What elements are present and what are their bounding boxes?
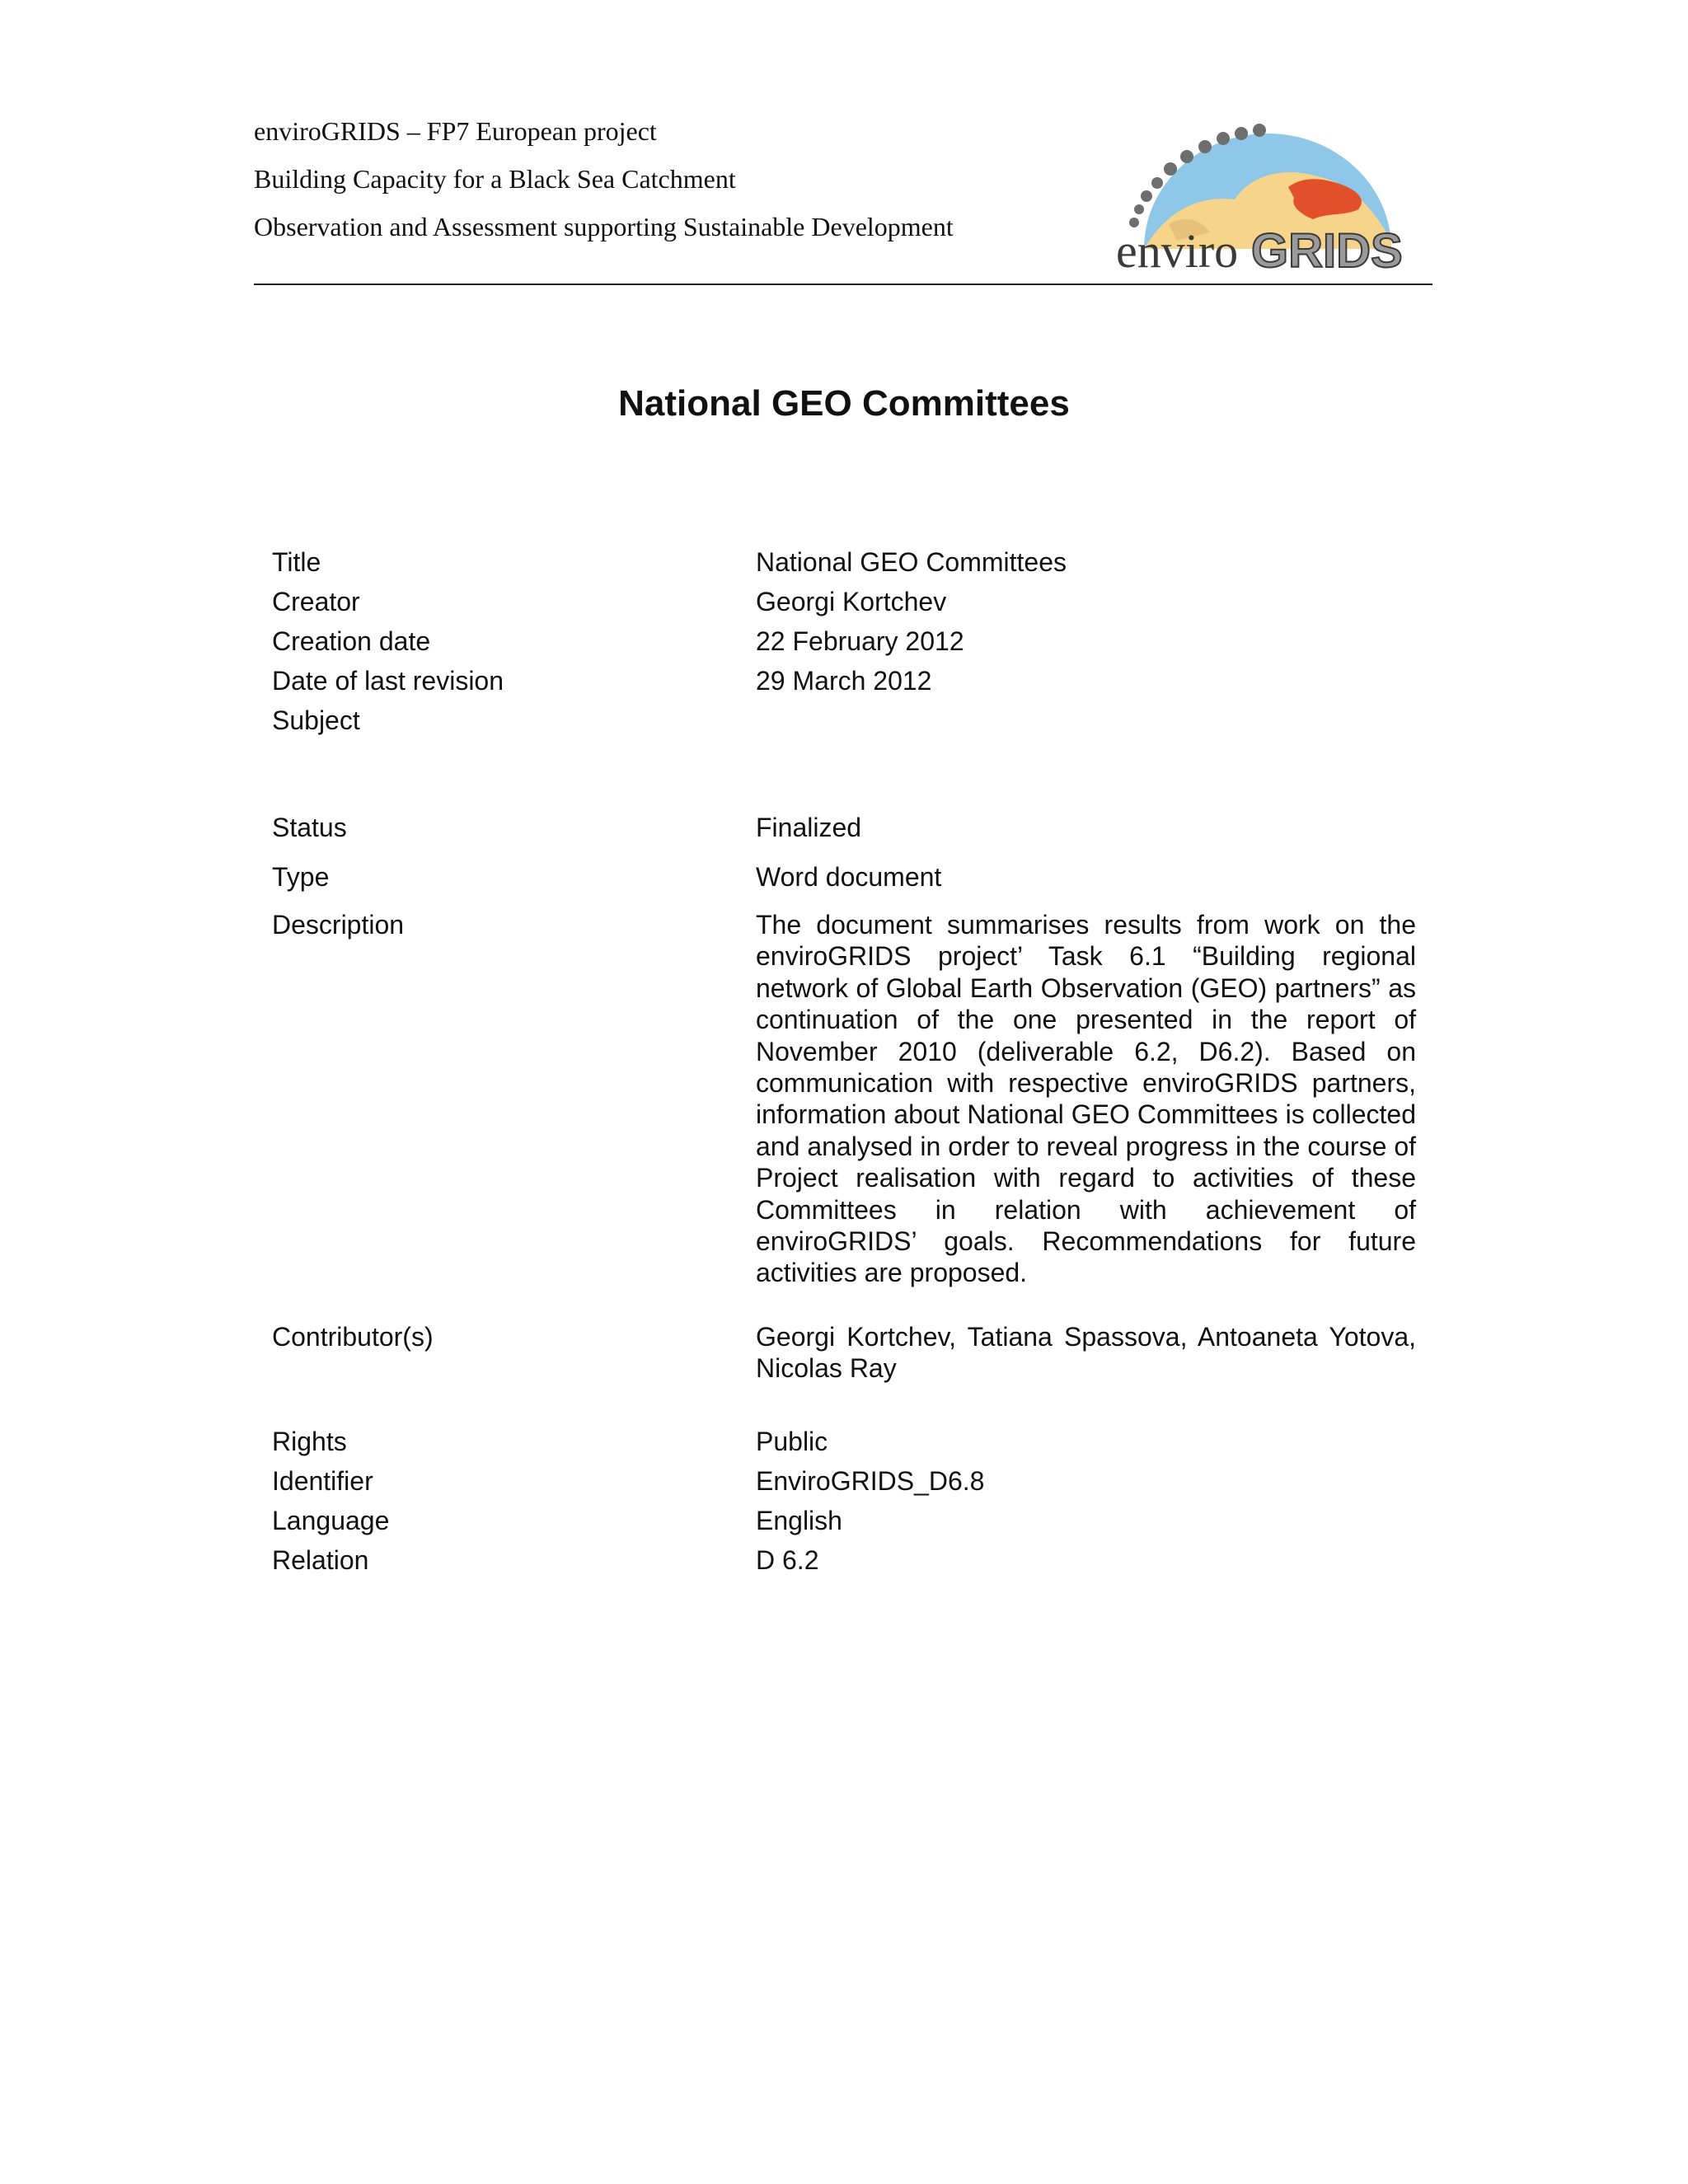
metadata-row-relation [272, 1540, 1416, 1580]
metadata-label: Rights [272, 1426, 347, 1456]
metadata-table [272, 542, 1416, 1580]
metadata-value-description: The document summarises results from work on the enviroGRIDS project’ Task 6.1 “Building regional network of Global Earth Observation (GEO) partners” as continuation of the one presented in the report of November 2010 (deliverable 6.2, D6.2). Based on communication with respective enviroGRIDS partners, information about National GEO Committees is collected and analysed in order to reveal progress in the course of Project realisation with regard to activities of these Committees in relation with achievement of enviroGRIDS’ goals. Recommendations for future activities are proposed. [756, 910, 1416, 1288]
metadata-label: Type [272, 862, 330, 892]
metadata-row-creation-date [272, 621, 1416, 661]
metadata-label: Relation [272, 1544, 369, 1575]
metadata-label: Subject [272, 705, 360, 735]
metadata-value: National GEO Committees [756, 547, 1067, 577]
envirogrids-logo [1111, 117, 1416, 274]
metadata-value-contributors: Georgi Kortchev, Tatiana Spassova, Antoaneta Yotova, Nicolas Ray [756, 1321, 1416, 1384]
logo-text-enviro: enviro [1116, 224, 1239, 274]
metadata-value [756, 701, 1416, 740]
header-project-line: enviroGRIDS – FP7 European project [254, 116, 657, 146]
metadata-value: 22 February 2012 [756, 626, 964, 656]
metadata-value: Finalized [756, 813, 862, 842]
header-subtitle-line: Building Capacity for a Black Sea Catchment [254, 164, 736, 194]
metadata-label: Title [272, 547, 321, 577]
metadata-row-status [272, 808, 1416, 847]
metadata-row-description [272, 905, 1416, 1289]
metadata-row-subject [272, 701, 1416, 740]
metadata-row-creator [272, 582, 1416, 621]
header-subtitle-line-2: Observation and Assessment supporting Sustainable Development [254, 212, 954, 241]
metadata-value: D 6.2 [756, 1544, 819, 1575]
metadata-row-identifier [272, 1461, 1416, 1501]
metadata-label: Creator [272, 587, 360, 616]
metadata-label: Description [272, 910, 405, 940]
document-title: National GEO Committees [618, 383, 1070, 424]
metadata-row-last-revision [272, 661, 1416, 701]
metadata-value: English [756, 1505, 842, 1535]
metadata-label: Date of last revision [272, 666, 504, 696]
metadata-label: Language [272, 1505, 390, 1535]
logo-text-grids: GRIDS [1251, 224, 1403, 274]
metadata-value: Word document [756, 862, 942, 892]
metadata-value: Public [756, 1426, 828, 1456]
metadata-value: Georgi Kortchev [756, 587, 947, 616]
metadata-label: Contributor(s) [272, 1321, 434, 1352]
metadata-row-title [272, 542, 1416, 582]
header-divider [254, 284, 1432, 285]
metadata-row-type [272, 857, 1416, 897]
metadata-row-rights [272, 1422, 1416, 1461]
metadata-row-language [272, 1501, 1416, 1540]
metadata-label: Identifier [272, 1465, 373, 1496]
metadata-value: 29 March 2012 [756, 666, 932, 696]
metadata-label: Status [272, 813, 347, 842]
metadata-value: EnviroGRIDS_D6.8 [756, 1465, 985, 1496]
metadata-label: Creation date [272, 626, 431, 656]
metadata-row-contributors [272, 1317, 1416, 1385]
